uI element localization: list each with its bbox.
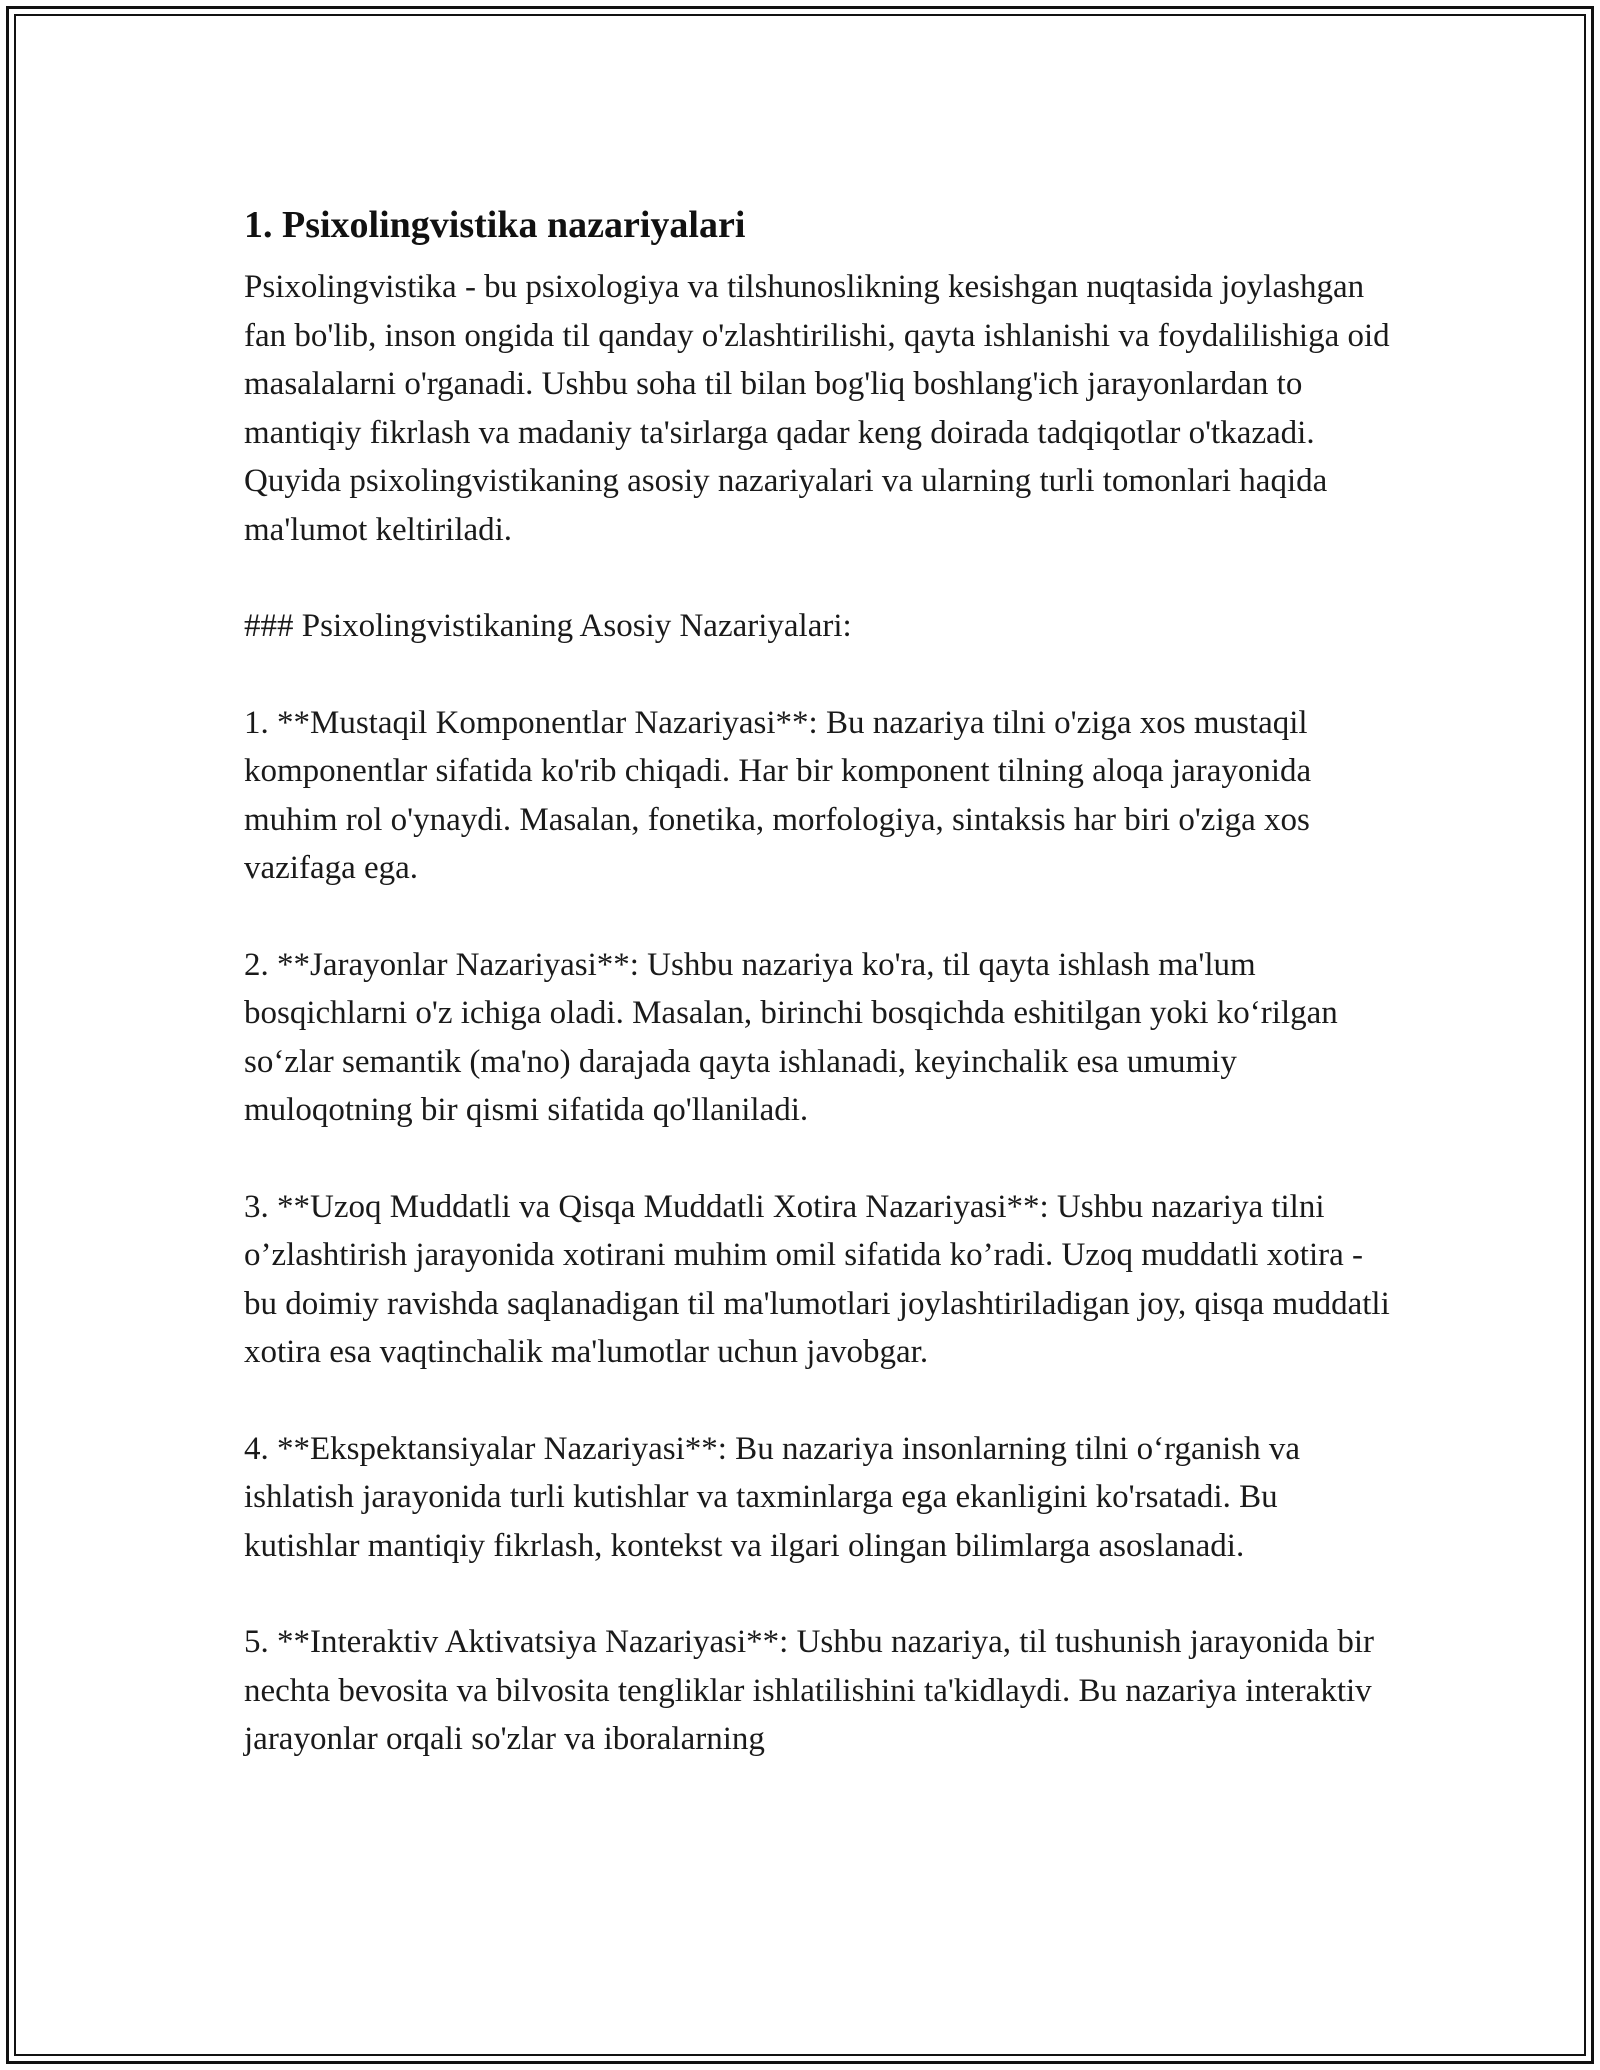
theory-item-1: 1. **Mustaqil Komponentlar Nazariyasi**: Bu nazariya tilni o'ziga xos mustaqil komponentlar sifatida ko'rib chiqadi. Har bir komponent tilning aloqa jarayonida muhim rol o'ynaydi. Masalan, fonetika, morfologiya, sintaksis har biri o'ziga xos vazifaga ega. (244, 704, 1312, 886)
section-subheading: ### Psixolingvistikaning Asosiy Nazariyalari: (244, 608, 852, 644)
theory-item-3: 3. **Uzoq Muddatli va Qisqa Muddatli Xotira Nazariyasi**: Ushbu nazariya tilni o’zlashtirish jarayonida xotirani muhim omil sifatida ko’radi. Uzoq muddatli xotira - bu doimiy ravishda saqlanadigan til ma'lumotlari joylashtiriladigan joy, qisqa muddatli xotira esa vaqtinchalik ma'lumotlar uchun javobgar. (244, 1188, 1390, 1370)
page-frame (6, 6, 1594, 2064)
document-title: 1. Psixolingvistika nazariyalari (244, 204, 746, 246)
intro-paragraph: Psixolingvistika - bu psixologiya va tilshunoslikning kesishgan nuqtasida joylashgan fan bo'lib, inson ongida til qanday o'zlashtirilishi, qayta ishlanishi va foydalilishiga oid masalalarni o'rganadi. Ushbu soha til bilan bog'liq boshlang'ich jarayonlardan to mantiqiy fikrlash va madaniy ta'sirlarga qadar keng doirada tadqiqotlar o'tkazadi. Quyida psixolingvistikaning asosiy nazariyalari va ularning turli tomonlari haqida ma'lumot keltiriladi. (244, 269, 1390, 548)
theory-item-5: 5. **Interaktiv Aktivatsiya Nazariyasi**: Ushbu nazariya, til tushunish jarayonida bir nechta bevosita va bilvosita tengliklar ishlatilishini ta'kidlaydi. Bu nazariya interaktiv jarayonlar orqali so'zlar va iboralarning (244, 1624, 1374, 1757)
theory-item-2: 2. **Jarayonlar Nazariyasi**: Ushbu nazariya ko'ra, til qayta ishlash ma'lum bosqichlarni o'z ichiga oladi. Masalan, birinchi bosqichda eshitilgan yoki ko‘rilgan so‘zlar semantik (ma'no) darajada qayta ishlanadi, keyinchalik esa umumiy muloqotning bir qismi sifatida qo'llaniladi. (244, 946, 1338, 1128)
document-body (244, 195, 1394, 1812)
theory-item-4: 4. **Ekspektansiyalar Nazariyasi**: Bu nazariya insonlarning tilni o‘rganish va ishlatish jarayonida turli kutishlar va taxminlarga ega ekanligini ko'rsatadi. Bu kutishlar mantiqiy fikrlash, kontekst va ilgari olingan bilimlarga asoslanadi. (244, 1430, 1301, 1564)
